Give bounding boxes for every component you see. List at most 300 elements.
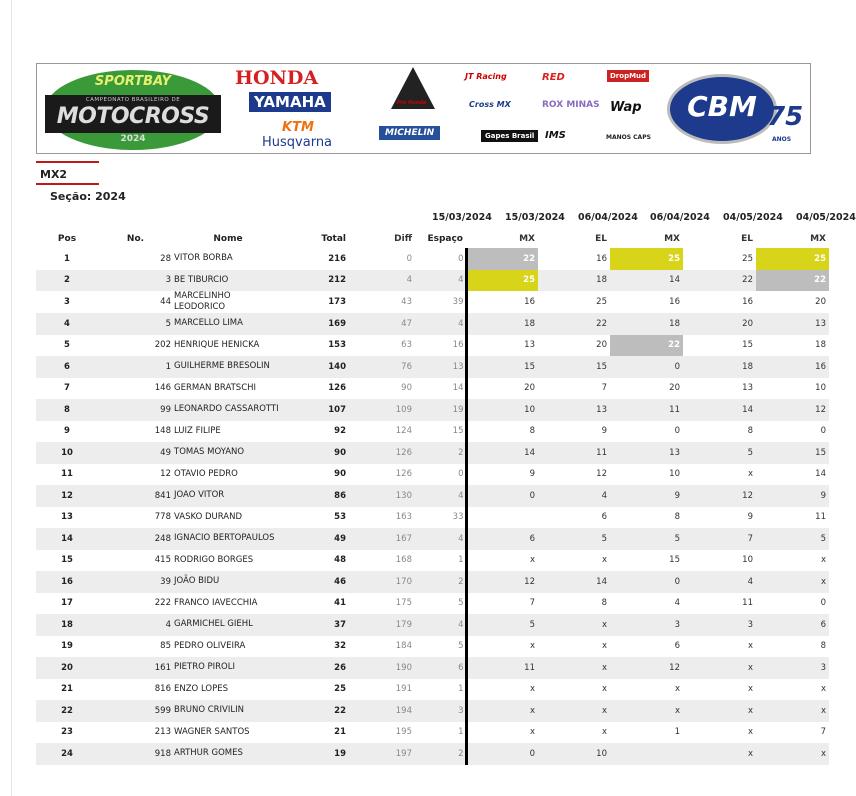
rox-minas-logo: ROX MINAS: [542, 100, 600, 110]
gap-points: 19: [415, 399, 466, 421]
pos-cell: 14: [61, 533, 73, 544]
race-result: x: [674, 684, 680, 695]
pos-cell: 11: [61, 469, 73, 480]
race-result: 25: [742, 253, 753, 264]
race-result: 11: [524, 662, 535, 673]
col-total[interactable]: Total: [321, 234, 346, 244]
race-result: 0: [529, 748, 535, 759]
diff-points: 43: [401, 297, 412, 307]
table-row: [36, 636, 829, 658]
cross-mx-logo: Cross MX: [469, 100, 511, 109]
pos-cell: 3: [64, 297, 70, 307]
race-result: 16: [524, 297, 535, 307]
section-rule-top: [36, 161, 99, 163]
race-result: 14: [596, 576, 607, 587]
pos-cell: 6: [64, 361, 70, 372]
total-points: 26: [334, 662, 346, 673]
race-date: 04/05/2024: [796, 212, 856, 223]
race-result: 8: [674, 512, 680, 523]
race-result: 0: [674, 576, 680, 587]
gap-points: 5: [415, 636, 466, 658]
diff-points: 109: [395, 404, 412, 415]
pos-cell: 2: [64, 275, 70, 286]
race-result: 7: [747, 533, 753, 544]
race-result: 22: [756, 270, 829, 292]
race-result: x: [747, 748, 753, 759]
race-result: x: [529, 684, 535, 695]
gap-points: 4: [415, 270, 466, 292]
race-result: 10: [669, 469, 680, 480]
rider-name: JOÃO BIDU: [174, 576, 220, 587]
rider-name: BE TIBURCIO: [174, 274, 229, 285]
diff-points: 191: [395, 684, 412, 695]
rider-number: 1: [165, 361, 171, 372]
race-result: 15: [669, 555, 680, 566]
race-result: x: [601, 662, 607, 673]
race-result: 12: [596, 469, 607, 480]
rider-name: BRUNO CRIVILIN: [174, 705, 244, 716]
total-points: 212: [328, 275, 346, 286]
gap-points: 3: [415, 700, 466, 722]
race-result: 15: [815, 447, 826, 458]
rider-name: TOMAS MOYANO: [174, 447, 245, 458]
race-result: x: [747, 469, 753, 480]
gap-points: 2: [415, 571, 466, 593]
race-result: 14: [815, 469, 826, 480]
table-row: [36, 248, 829, 270]
race-result: 18: [596, 275, 607, 286]
cbm-anos-text: ANOS: [772, 136, 792, 143]
cbm-logo: CBM: [667, 74, 777, 144]
diff-points: 184: [395, 641, 412, 652]
race-result: 5: [601, 533, 607, 544]
total-points: 216: [328, 253, 346, 264]
diff-points: 194: [395, 705, 412, 716]
race-result: 25: [610, 248, 683, 270]
rider-number: 5: [165, 318, 171, 329]
rider-name: LEONARDO CASSAROTTI: [174, 404, 279, 415]
gap-points: 4: [415, 528, 466, 550]
col-race[interactable]: EL: [595, 234, 607, 244]
rider-name: RODRIGO BORGES: [174, 554, 254, 565]
rider-name: OTAVIO PEDRO: [174, 468, 238, 479]
total-points: 153: [328, 340, 346, 351]
rider-name: JOAO VITOR: [174, 490, 225, 501]
table-row: [36, 528, 829, 550]
sponsor-banner: [36, 63, 811, 154]
race-result: 15: [524, 361, 535, 372]
total-points: 53: [334, 512, 346, 523]
race-result: 18: [742, 361, 753, 372]
table-row: [36, 378, 829, 400]
race-result: 9: [601, 426, 607, 437]
rider-number: 841: [154, 490, 171, 501]
diff-points: 170: [395, 576, 412, 587]
rider-name: ARTHUR GOMES: [174, 748, 243, 759]
pos-cell: 21: [61, 684, 73, 695]
table-row: [36, 464, 829, 486]
race-result: 16: [815, 361, 826, 372]
race-result: 5: [529, 619, 535, 630]
rider-name: PEDRO OLIVEIRA: [174, 640, 246, 651]
total-points: 21: [334, 727, 346, 738]
race-result: x: [601, 727, 607, 738]
rider-number: 202: [154, 340, 171, 351]
pos-cell: 20: [61, 662, 73, 673]
col-diff[interactable]: Diff: [394, 234, 412, 244]
total-points: 22: [334, 705, 346, 716]
diff-points: 195: [395, 727, 412, 738]
col-race[interactable]: MX: [810, 234, 826, 244]
diff-points: 0: [406, 253, 412, 264]
rider-number: 415: [154, 555, 171, 566]
diff-points: 167: [395, 533, 412, 544]
col-name[interactable]: Nome: [213, 234, 243, 244]
race-result: x: [747, 641, 753, 652]
race-result: 22: [610, 335, 683, 357]
race-result: 9: [747, 512, 753, 523]
race-result: 12: [742, 490, 753, 501]
race-result: 11: [596, 447, 607, 458]
total-points: 92: [334, 426, 346, 437]
page-edge: [11, 0, 12, 796]
table-row: [36, 399, 829, 421]
race-result: 22: [596, 318, 607, 329]
race-result: 12: [815, 404, 826, 415]
gap-points: 14: [415, 378, 466, 400]
race-result: x: [820, 555, 826, 566]
race-result: 22: [742, 275, 753, 286]
diff-points: 168: [395, 555, 412, 566]
gap-points: 1: [415, 679, 466, 701]
total-points: 107: [328, 404, 346, 415]
total-points: 41: [334, 598, 346, 609]
race-result: 14: [742, 404, 753, 415]
rider-number: 49: [160, 447, 171, 458]
gap-points: 0: [415, 248, 466, 270]
race-result: 4: [747, 576, 753, 587]
rider-number: 3: [165, 275, 171, 286]
rider-number: 28: [160, 253, 171, 264]
pos-cell: 19: [61, 641, 73, 652]
race-result: 9: [674, 490, 680, 501]
race-result: x: [820, 705, 826, 716]
race-result: x: [601, 555, 607, 566]
race-result: x: [529, 641, 535, 652]
diff-points: 126: [395, 469, 412, 480]
table-row: [36, 270, 829, 292]
rider-name: MARCELLO LIMA: [174, 318, 243, 329]
rider-name: GARMICHEL GIEHL: [174, 619, 253, 630]
rider-number: 99: [160, 404, 171, 415]
gap-points: 16: [415, 335, 466, 357]
race-result: x: [529, 705, 535, 716]
race-result: 25: [756, 248, 829, 270]
rider-name: PIETRO PIROLI: [174, 662, 235, 673]
table-row: [36, 743, 829, 765]
michelin-logo: MICHELIN: [379, 126, 440, 140]
dropmud-logo: DropMud: [607, 70, 649, 82]
rider-name: FRANCO IAVECCHIA: [174, 597, 258, 608]
diff-points: 130: [395, 490, 412, 501]
motocross-championship-logo: SPORTBAY CAMPEONATO BRASILEIRO DE MOTOCROSS 2024: [45, 70, 221, 150]
race-result: 18: [815, 340, 826, 351]
red-logo: RED: [542, 72, 565, 83]
race-result: 14: [669, 275, 680, 286]
rider-number: 148: [154, 426, 171, 437]
race-result: 8: [820, 641, 826, 652]
race-result: x: [601, 641, 607, 652]
race-result: [610, 743, 683, 765]
pos-cell: 12: [61, 490, 73, 501]
race-result: 4: [601, 490, 607, 501]
race-result: 6: [529, 533, 535, 544]
table-row: [36, 507, 829, 529]
pos-cell: 16: [61, 576, 73, 587]
gap-points: 4: [415, 614, 466, 636]
race-result: 0: [674, 361, 680, 372]
rider-name: VASKO DURAND: [174, 511, 243, 522]
pos-cell: 1: [64, 253, 70, 264]
race-result: 7: [601, 383, 607, 394]
table-row: [36, 657, 829, 679]
table-row: [36, 614, 829, 636]
col-race[interactable]: MX: [664, 234, 680, 244]
ims-logo: IMS: [545, 130, 566, 141]
race-result: 12: [524, 576, 535, 587]
rider-number: 39: [160, 576, 171, 587]
race-result: x: [529, 727, 535, 738]
total-points: 86: [334, 490, 346, 501]
total-points: 46: [334, 576, 346, 587]
race-result: 15: [596, 361, 607, 372]
race-result: 11: [742, 598, 753, 609]
diff-points: 124: [395, 426, 412, 437]
diff-points: 90: [401, 383, 412, 394]
total-points: 32: [334, 641, 346, 652]
race-result: x: [529, 555, 535, 566]
pos-cell: 23: [61, 727, 73, 738]
total-points: 140: [328, 361, 346, 372]
gap-points: 5: [415, 593, 466, 615]
rider-number: 161: [154, 662, 171, 673]
race-result: x: [820, 748, 826, 759]
rider-name: ENZO LOPES: [174, 683, 228, 694]
race-result: 20: [742, 318, 753, 329]
race-result: 8: [747, 426, 753, 437]
race-result: 10: [596, 748, 607, 759]
table-row: [36, 421, 829, 443]
diff-points: 63: [401, 340, 412, 351]
table-row: [36, 700, 829, 722]
honda-logo: HONDA: [235, 67, 319, 89]
race-result: 11: [815, 512, 826, 523]
gap-points: 4: [415, 313, 466, 335]
gap-points: 0: [415, 464, 466, 486]
table-row: [36, 356, 829, 378]
pos-cell: 7: [64, 383, 70, 394]
table-row: [36, 442, 829, 464]
race-result: 13: [596, 404, 607, 415]
husqvarna-logo: Husqvarna: [262, 135, 333, 150]
race-result: x: [747, 684, 753, 695]
race-result: 9: [529, 469, 535, 480]
race-result: 13: [524, 340, 535, 351]
table-header-row: [36, 230, 829, 248]
race-result: 4: [674, 598, 680, 609]
race-result: 10: [815, 383, 826, 394]
race-result: x: [601, 684, 607, 695]
race-result: 15: [742, 340, 753, 351]
race-date: 06/04/2024: [578, 212, 638, 223]
col-pos[interactable]: Pos: [57, 234, 77, 244]
pos-cell: 22: [61, 705, 73, 716]
total-points: 90: [334, 469, 346, 480]
col-race[interactable]: MX: [519, 234, 535, 244]
race-result: 20: [524, 383, 535, 394]
race-result: 3: [747, 619, 753, 630]
total-points: 169: [328, 318, 346, 329]
col-race[interactable]: EL: [741, 234, 753, 244]
section-title: MX2: [40, 168, 68, 181]
total-points: 19: [334, 748, 346, 759]
rider-name: WAGNER SANTOS: [174, 726, 250, 737]
race-result: 13: [742, 383, 753, 394]
race-result: x: [747, 662, 753, 673]
table-row: [36, 550, 829, 572]
standings-table: [36, 230, 829, 765]
pos-cell: 8: [64, 404, 70, 415]
race-result: 8: [601, 598, 607, 609]
race-result: 22: [466, 248, 538, 270]
table-row: [36, 485, 829, 507]
race-result: x: [601, 705, 607, 716]
table-row: [36, 291, 829, 313]
col-gap[interactable]: Espaço: [427, 234, 463, 244]
diff-points: 47: [401, 318, 412, 329]
race-result: [466, 507, 538, 529]
race-result: 0: [820, 598, 826, 609]
total-points: 173: [328, 297, 346, 307]
race-result: 25: [466, 270, 538, 292]
diff-points: 4: [406, 275, 412, 286]
total-points: 48: [334, 555, 346, 566]
pos-cell: 10: [61, 447, 73, 458]
gap-points: 1: [415, 722, 466, 744]
rider-name: LUIZ FILIPE: [174, 425, 221, 436]
rider-name: HENRIQUE HENICKA: [174, 339, 260, 350]
wap-logo: Wap: [610, 100, 642, 115]
race-result: x: [747, 727, 753, 738]
rider-number: 248: [154, 533, 171, 544]
race-date: 15/03/2024: [432, 212, 492, 223]
race-result: 12: [669, 662, 680, 673]
gap-points: 39: [415, 291, 466, 313]
race-result: 11: [669, 404, 680, 415]
race-result: 14: [524, 447, 535, 458]
race-result: 18: [524, 318, 535, 329]
race-result: 6: [820, 619, 826, 630]
pro-honda-text: Pro Honda: [397, 100, 427, 106]
gapes-logo: Gapes Brasil: [481, 130, 538, 142]
race-result: 10: [742, 555, 753, 566]
race-result: 6: [601, 512, 607, 523]
yamaha-logo: YAMAHA: [249, 92, 331, 112]
total-points: 49: [334, 533, 346, 544]
race-result: 5: [820, 533, 826, 544]
diff-points: 179: [395, 619, 412, 630]
diff-points: 76: [401, 361, 412, 372]
rider-number: 918: [154, 748, 171, 759]
rider-name: GERMAN BRATSCHI: [174, 382, 257, 393]
pos-cell: 24: [61, 748, 73, 759]
total-points: 126: [328, 383, 346, 394]
race-result: 20: [669, 383, 680, 394]
rider-number: 4: [165, 619, 171, 630]
pos-cell: 9: [64, 426, 70, 437]
race-result: 18: [669, 318, 680, 329]
rider-number: 599: [154, 705, 171, 716]
race-result: 7: [529, 598, 535, 609]
race-result: 8: [529, 426, 535, 437]
season-label: Seção: 2024: [50, 190, 126, 203]
pos-cell: 15: [61, 555, 73, 566]
race-result: 0: [529, 490, 535, 501]
diff-points: 175: [395, 598, 412, 609]
rider-number: 213: [154, 727, 171, 738]
race-date: 06/04/2024: [650, 212, 710, 223]
gap-points: 2: [415, 743, 466, 765]
race-result: 16: [596, 253, 607, 264]
gap-points: 2: [415, 442, 466, 464]
race-dates-header: [0, 212, 856, 224]
race-result: 13: [815, 318, 826, 329]
race-result: 13: [669, 447, 680, 458]
race-date: 15/03/2024: [505, 212, 565, 223]
race-result: 10: [524, 404, 535, 415]
race-result: 9: [820, 490, 826, 501]
race-result: 5: [674, 533, 680, 544]
gap-points: 1: [415, 550, 466, 572]
manos-caps-logo: MANOS CAPS: [606, 134, 651, 141]
race-result: 16: [742, 297, 753, 307]
race-result: 16: [669, 297, 680, 307]
rider-name: IGNACIO BERTOPAULOS: [174, 533, 275, 544]
pos-cell: 4: [64, 318, 70, 329]
diff-points: 197: [395, 748, 412, 759]
race-result: 20: [596, 340, 607, 351]
race-result: 0: [674, 426, 680, 437]
race-result: 1: [674, 727, 680, 738]
race-result: 3: [674, 619, 680, 630]
table-row: [36, 593, 829, 615]
total-points: 25: [334, 684, 346, 695]
jt-racing-logo: JT Racing: [465, 72, 507, 81]
race-result: 25: [596, 297, 607, 307]
gap-points: 6: [415, 657, 466, 679]
race-result: 20: [815, 297, 826, 307]
rider-number: 85: [160, 641, 171, 652]
col-no[interactable]: No.: [126, 234, 145, 244]
gap-points: 13: [415, 356, 466, 378]
rider-number: 44: [160, 297, 171, 307]
rider-number: 12: [160, 469, 171, 480]
rider-name: VITOR BORBA: [174, 253, 233, 264]
race-result: x: [601, 619, 607, 630]
pos-cell: 17: [61, 598, 73, 609]
ktm-logo: KTM: [282, 120, 314, 135]
gap-points: 15: [415, 421, 466, 443]
